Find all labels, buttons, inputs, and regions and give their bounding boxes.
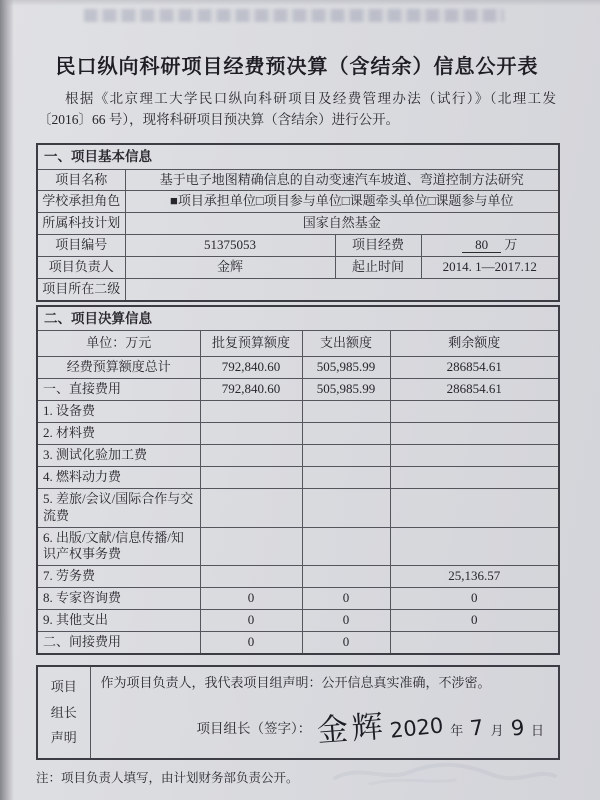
paper-edge-shadow bbox=[0, 0, 14, 800]
budget-cell-spent: 0 bbox=[302, 588, 390, 610]
label-school-role: 学校承担角色 bbox=[37, 191, 125, 213]
basic-info-table bbox=[36, 143, 560, 302]
budget-cell-remaining bbox=[390, 632, 559, 654]
declaration-label-line: 声明 bbox=[50, 730, 77, 746]
budget-table bbox=[36, 305, 560, 655]
document bbox=[36, 0, 558, 786]
budget-col-header-remaining: 剩余额度 bbox=[390, 331, 559, 357]
budget-row-fuel-power bbox=[37, 466, 559, 488]
budget-cell-spent: 505,985.99 bbox=[302, 379, 390, 401]
date-month: 7 bbox=[468, 715, 485, 741]
budget-row-labor bbox=[37, 566, 559, 588]
budget-cell-approved bbox=[200, 488, 302, 527]
label-division: 项目所在二级 bbox=[37, 279, 125, 301]
budget-cell-approved: 792,840.60 bbox=[200, 379, 302, 401]
declaration-label-line: 组长 bbox=[50, 704, 77, 720]
budget-cell-spent: 0 bbox=[302, 632, 390, 654]
budget-col-header-spent: 支出额度 bbox=[302, 331, 390, 357]
budget-cell-remaining: 286854.61 bbox=[390, 357, 559, 379]
label-project-number: 项目编号 bbox=[37, 235, 125, 257]
budget-cell-spent: 505,985.99 bbox=[302, 357, 390, 379]
budget-cell-remaining bbox=[390, 488, 559, 527]
budget-cell-spent bbox=[302, 566, 390, 588]
declaration-statement: 作为项目负责人，我代表项目组声明：公开信息真实准确，不涉密。 bbox=[100, 674, 491, 690]
label-project-name: 项目名称 bbox=[37, 169, 125, 191]
budget-cell-approved: 0 bbox=[200, 610, 302, 632]
budget-cell-remaining bbox=[390, 527, 559, 566]
budget-row-materials bbox=[37, 423, 559, 445]
budget-row-label: 1. 设备费 bbox=[37, 401, 200, 423]
budget-cell-spent bbox=[302, 466, 390, 488]
intro-paragraph: 根据《北京理工大学民口纵向科研项目及经费管理办法（试行）》（北理工发〔2016〕66 号），现将科研项目预决算（含结余）进行公开。 bbox=[38, 91, 556, 127]
budget-row-label: 5. 差旅/会议/国际合作与交流费 bbox=[37, 488, 200, 527]
budget-row-label: 7. 劳务费 bbox=[37, 566, 200, 588]
budget-cell-approved bbox=[200, 466, 302, 488]
declaration-body bbox=[90, 666, 559, 759]
declaration-label-line: 项目 bbox=[50, 679, 77, 695]
budget-cell-approved bbox=[200, 423, 302, 445]
budget-cell-remaining bbox=[390, 466, 559, 488]
budget-cell-approved bbox=[200, 527, 302, 566]
section-2-header: 二、项目决算信息 bbox=[37, 306, 559, 331]
budget-cell-remaining: 0 bbox=[390, 610, 559, 632]
funding-unit: 万 bbox=[504, 237, 518, 253]
budget-row-label: 二、间接费用 bbox=[37, 632, 200, 654]
budget-cell-remaining: 0 bbox=[390, 588, 559, 610]
value-division bbox=[125, 279, 559, 301]
budget-row-direct bbox=[37, 379, 559, 401]
budget-unit-label: 单位：万元 bbox=[37, 331, 200, 357]
date-year: 2020 bbox=[388, 713, 445, 743]
footnote: 注：项目负责人填写，由计划财务部负责公开。 bbox=[36, 770, 299, 785]
budget-row-expert-consulting bbox=[37, 588, 559, 610]
value-funding bbox=[421, 235, 559, 257]
budget-cell-spent bbox=[302, 423, 390, 445]
budget-cell-remaining: 286854.61 bbox=[390, 379, 559, 401]
label-duration: 起止时间 bbox=[335, 257, 421, 279]
page-title: 民口纵向科研项目经费预决算（含结余）信息公开表 bbox=[55, 56, 539, 78]
date-day: 9 bbox=[509, 715, 526, 741]
budget-cell-remaining bbox=[390, 401, 559, 423]
budget-cell-spent bbox=[302, 401, 390, 423]
value-duration: 2014. 1—2017.12 bbox=[421, 257, 559, 279]
budget-row-label: 4. 燃料动力费 bbox=[37, 466, 200, 488]
value-program: 国家自然基金 bbox=[125, 213, 559, 235]
budget-cell-remaining: 25,136.57 bbox=[390, 566, 559, 588]
date-day-suffix: 日 bbox=[530, 723, 544, 739]
label-funding: 项目经费 bbox=[335, 235, 421, 257]
budget-row-label: 经费预算额度总计 bbox=[37, 357, 200, 379]
sign-label: 项目组长（签字）： bbox=[196, 721, 312, 737]
budget-cell-approved bbox=[200, 566, 302, 588]
budget-cell-spent bbox=[302, 488, 390, 527]
bleed-through-artifact-bottom bbox=[330, 754, 560, 788]
value-leader: 金辉 bbox=[125, 257, 335, 279]
label-leader: 项目负责人 bbox=[37, 257, 125, 279]
budget-cell-spent: 0 bbox=[302, 610, 390, 632]
value-school-role-checkboxes: ■项目承担单位□项目参与单位□课题牵头单位□课题参与单位 bbox=[125, 191, 559, 213]
budget-cell-spent bbox=[302, 527, 390, 566]
budget-col-header-approved: 批复预算额度 bbox=[200, 331, 302, 357]
budget-row-label: 2. 材料费 bbox=[37, 423, 200, 445]
signature-row bbox=[101, 706, 551, 752]
date-month-suffix: 月 bbox=[490, 723, 504, 739]
signature-handwritten: 金辉 bbox=[316, 708, 389, 750]
budget-cell-remaining bbox=[390, 445, 559, 467]
budget-cell-approved bbox=[200, 445, 302, 467]
budget-cell-remaining bbox=[390, 423, 559, 445]
declaration-table bbox=[36, 665, 560, 760]
budget-row-publication-ip bbox=[37, 527, 559, 566]
value-project-name: 基于电子地图精确信息的自动变速汽车坡道、弯道控制方法研究 bbox=[125, 169, 559, 191]
funding-amount: 80 bbox=[462, 237, 501, 253]
budget-row-label: 8. 专家咨询费 bbox=[37, 588, 200, 610]
budget-cell-approved bbox=[200, 401, 302, 423]
budget-cell-approved: 792,840.60 bbox=[200, 357, 302, 379]
declaration-label bbox=[37, 666, 90, 759]
budget-row-travel-conference bbox=[37, 488, 559, 527]
budget-row-indirect bbox=[37, 632, 559, 654]
date-year-suffix: 年 bbox=[450, 723, 464, 739]
date-handwritten bbox=[390, 715, 544, 742]
value-project-number: 51375053 bbox=[125, 235, 335, 257]
budget-row-equipment bbox=[37, 401, 559, 423]
section-1-header: 一、项目基本信息 bbox=[37, 144, 559, 169]
budget-cell-approved: 0 bbox=[200, 632, 302, 654]
budget-row-other bbox=[37, 610, 559, 632]
budget-row-label: 6. 出版/文献/信息传播/知识产权事务费 bbox=[37, 527, 200, 566]
budget-row-label: 一、直接费用 bbox=[37, 379, 200, 401]
budget-row-label: 3. 测试化验加工费 bbox=[37, 445, 200, 467]
budget-cell-spent bbox=[302, 445, 390, 467]
budget-row-label: 9. 其他支出 bbox=[37, 610, 200, 632]
label-program: 所属科技计划 bbox=[37, 213, 125, 235]
budget-row-testing bbox=[37, 445, 559, 467]
budget-cell-approved: 0 bbox=[200, 588, 302, 610]
budget-row-total bbox=[37, 357, 559, 379]
